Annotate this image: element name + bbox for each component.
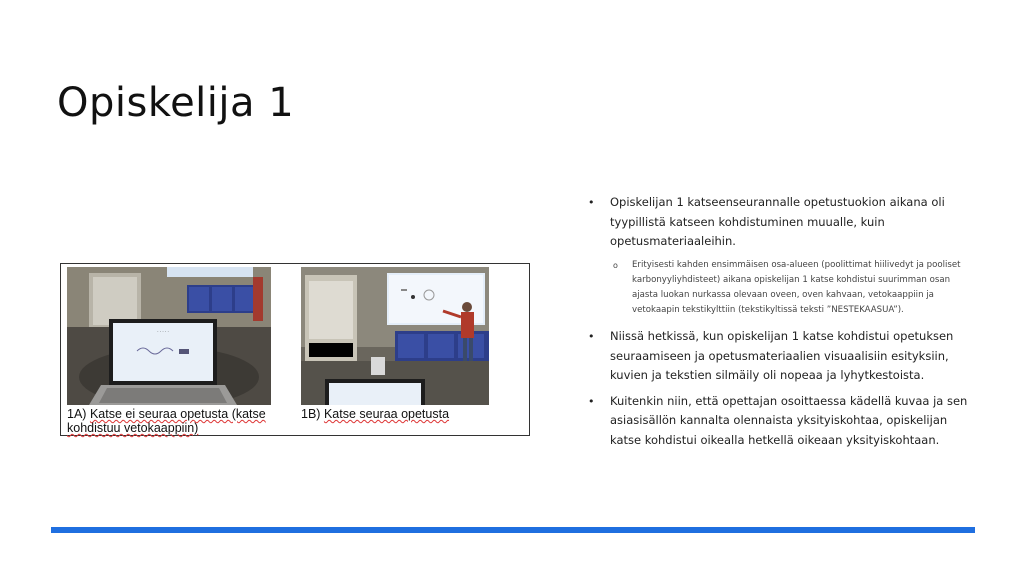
photo-1b-illustration [301,267,489,405]
bullet-list [585,193,975,456]
accent-line [51,527,975,533]
photo-1b [301,267,489,405]
photo-1a [67,267,271,405]
svg-text:· · · · ·: · · · · · [157,329,169,334]
slide-title: Opiskelija 1 [57,80,295,126]
caption-1b-prefix: 1B) [301,407,324,421]
figure-box [60,263,530,436]
bullet-item-1: • Opiskelijan 1 katseenseurannalle opetustuokion aikana oli tyypillistä katseen kohdistuminen muualle, kuin opetusmateriaaleihin. [585,193,975,252]
caption-1a-text: Katse ei seuraa opetusta (katse kohdistuu vetokaappiin) [67,407,266,435]
bullet-item-2: • Niissä hetkissä, kun opiskelijan 1 katse kohdistui opetuksen seuraamiseen ja opetusmateriaalien visuaalisiin esityksiin, kuvien ja tekstien silmäily oli nopeaa ja lyhytkestoista. [585,327,975,386]
caption-1a-prefix: 1A) [67,407,90,421]
caption-1b [301,407,521,421]
photo-1a-illustration [67,267,271,405]
bullet-item-3: • Kuitenkin niin, että opettajan osoittaessa kädellä kuvaa ja sen asiasisällön kannalta olennaista yksityiskohtaa, opiskelijan katse kohdistui oikealla hetkellä oikeaan yksityiskohtaan. [585,392,975,451]
sub-bullet-item-1: o Erityisesti kahden ensimmäisen osa-alueen (poolittimat hiilivedyt ja pooliset karbonyyliyhdisteet) aikana opiskelijan 1 katse kohdistui suurimman osan ajasta luokan nurkassa olevaan oveen, oven kahvaan, vetokaappiin ja vetokaapin tekstikylttiin (tekstikyltissä teksti ”NESTEKAASUA”). [585,258,975,319]
caption-1a [67,407,297,435]
caption-1b-text: Katse seuraa opetusta [323,407,450,421]
